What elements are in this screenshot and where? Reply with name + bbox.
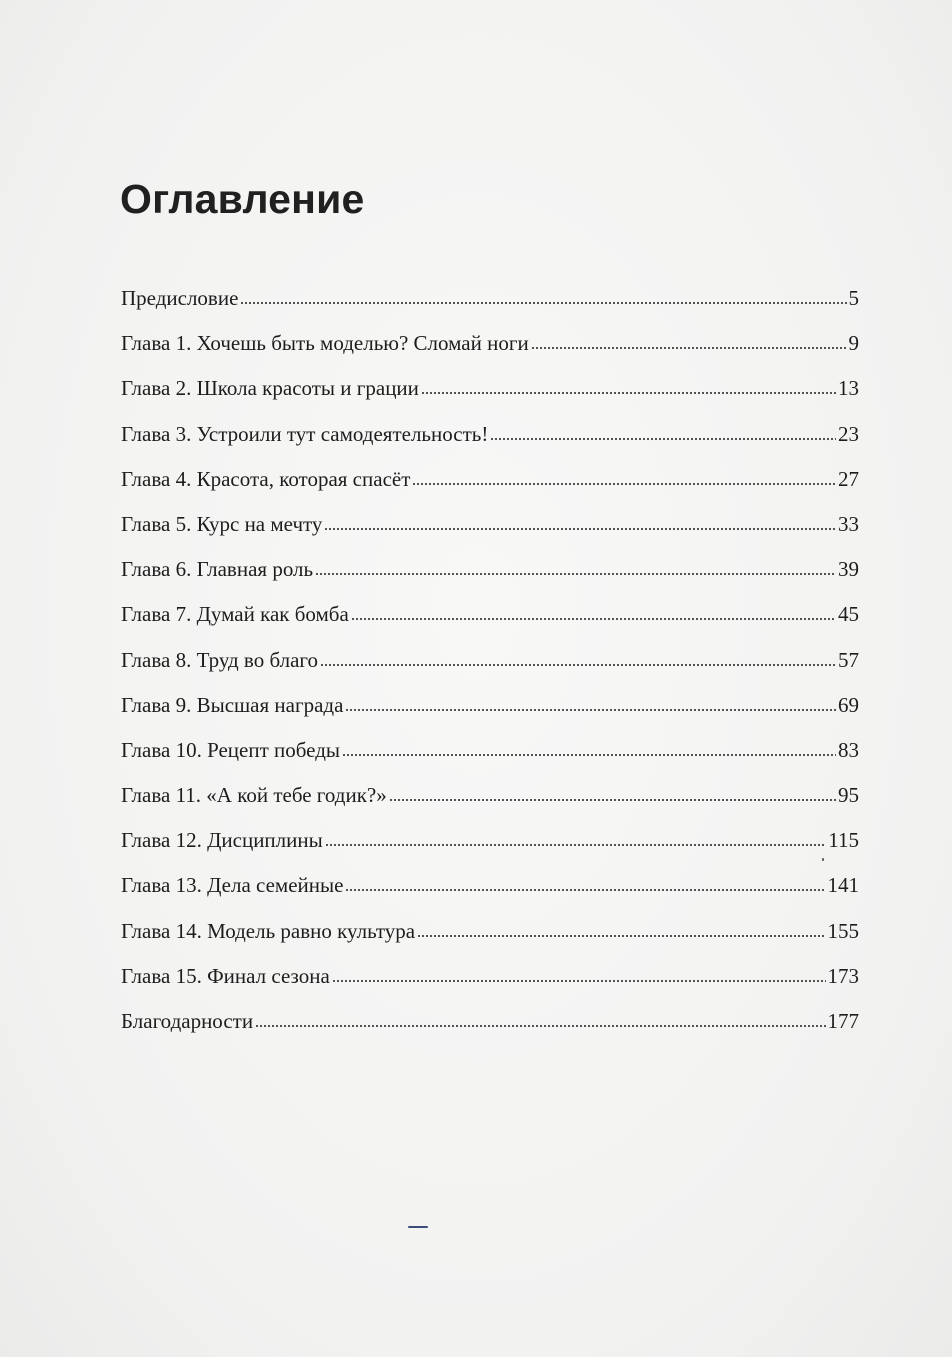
toc-entry-title: Глава 10. Рецепт победы bbox=[121, 737, 341, 762]
toc-entry bbox=[121, 460, 859, 505]
toc-entry bbox=[121, 866, 859, 911]
toc-entry-page: 115 bbox=[828, 828, 859, 853]
dot-leader bbox=[490, 438, 836, 440]
toc-entry bbox=[121, 776, 859, 821]
dot-leader bbox=[324, 528, 836, 530]
toc-entry bbox=[121, 1002, 859, 1047]
print-speck bbox=[408, 1226, 428, 1228]
toc-entry bbox=[121, 731, 859, 776]
toc-entry-page: 9 bbox=[848, 331, 859, 356]
dot-leader bbox=[325, 844, 827, 846]
toc-entry-title: Глава 3. Устроили тут самодеятельность! bbox=[121, 421, 489, 446]
toc-entry bbox=[121, 595, 859, 640]
toc-entry-title: Глава 13. Дела семейные bbox=[121, 873, 344, 898]
toc-entry-title: Глава 12. Дисциплины bbox=[121, 828, 323, 853]
dot-leader bbox=[421, 392, 836, 394]
toc-entry-page: 155 bbox=[827, 918, 859, 943]
toc-entry-page: 27 bbox=[838, 466, 859, 491]
toc-entry bbox=[121, 415, 859, 460]
dot-leader bbox=[345, 889, 825, 891]
dot-leader bbox=[320, 664, 836, 666]
toc-entry-title: Глава 8. Труд во благо bbox=[121, 647, 319, 672]
toc-entry-title: Глава 15. Финал сезона bbox=[121, 963, 330, 988]
toc-entry-title: Глава 9. Высшая награда bbox=[121, 692, 344, 717]
page-title: Оглавление bbox=[120, 176, 365, 222]
dot-leader bbox=[417, 935, 825, 937]
toc-entry bbox=[121, 369, 859, 414]
dot-leader bbox=[412, 483, 836, 485]
toc-entry-title: Предисловие bbox=[121, 286, 239, 310]
toc-entry-title: Глава 11. «А кой тебе годик?» bbox=[121, 783, 387, 808]
toc-entry-page: 69 bbox=[838, 692, 859, 717]
toc-entry bbox=[121, 821, 859, 866]
table-of-contents bbox=[121, 279, 859, 1047]
dot-leader bbox=[255, 1025, 825, 1027]
toc-entry bbox=[121, 550, 859, 595]
toc-entry-title: Глава 14. Модель равно культура bbox=[121, 918, 416, 943]
toc-entry-page: 141 bbox=[827, 873, 859, 898]
toc-entry-title: Глава 1. Хочешь быть моделью? Сломай ноги bbox=[121, 331, 529, 356]
toc-entry-page: 95 bbox=[838, 783, 859, 808]
toc-entry bbox=[121, 505, 859, 550]
toc-entry-title: Благодарности bbox=[121, 1009, 254, 1033]
dot-leader bbox=[240, 302, 846, 304]
dot-leader bbox=[315, 573, 836, 575]
print-speck bbox=[822, 858, 824, 861]
toc-entry-page: 57 bbox=[838, 647, 859, 672]
toc-entry bbox=[121, 686, 859, 731]
toc-entry-page: 173 bbox=[827, 963, 859, 988]
toc-entry-page: 33 bbox=[838, 511, 859, 536]
dot-leader bbox=[351, 618, 836, 620]
toc-entry-page: 39 bbox=[838, 557, 859, 582]
toc-entry-title: Глава 7. Думай как бомба bbox=[121, 602, 349, 627]
toc-entry-page: 5 bbox=[848, 286, 859, 310]
toc-entry-page: 83 bbox=[838, 737, 859, 762]
toc-entry bbox=[121, 279, 859, 324]
toc-entry-page: 23 bbox=[838, 421, 859, 446]
dot-leader bbox=[332, 980, 826, 982]
dot-leader bbox=[345, 709, 836, 711]
toc-entry bbox=[121, 324, 859, 369]
dot-leader bbox=[342, 754, 836, 756]
toc-entry-page: 177 bbox=[827, 1009, 859, 1033]
toc-entry-title: Глава 5. Курс на мечту bbox=[121, 511, 323, 536]
dot-leader bbox=[531, 347, 847, 349]
toc-entry-title: Глава 2. Школа красоты и грации bbox=[121, 376, 419, 401]
toc-entry-page: 13 bbox=[838, 376, 859, 401]
toc-entry bbox=[121, 957, 859, 1002]
toc-entry-title: Глава 4. Красота, которая спасёт bbox=[121, 466, 411, 491]
toc-entry-title: Глава 6. Главная роль bbox=[121, 557, 314, 582]
dot-leader bbox=[389, 799, 836, 801]
toc-entry bbox=[121, 912, 859, 957]
toc-entry-page: 45 bbox=[838, 602, 859, 627]
toc-entry bbox=[121, 641, 859, 686]
